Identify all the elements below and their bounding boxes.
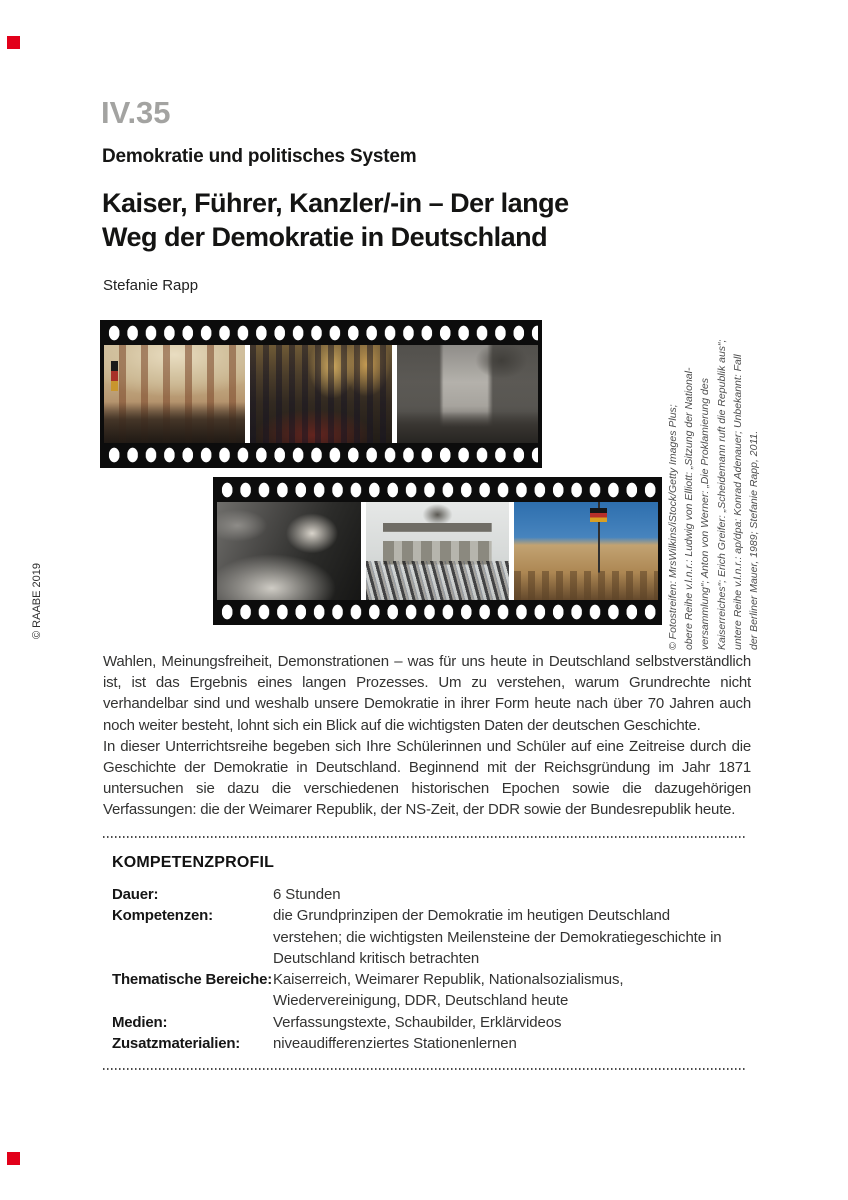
dotted-divider-bottom (103, 1068, 746, 1070)
series-code: IV.35 (101, 95, 171, 130)
photo-credits-line: Kaiserreiches“; Erich Greifer: „Scheidemann ruft die Republik aus“; (715, 339, 728, 650)
filmstrip-lower (213, 477, 662, 625)
copyright-vertical-label: © RAABE 2019 (31, 563, 43, 639)
photo-credits-vertical (665, 308, 762, 650)
red-corner-mark-top (7, 36, 20, 49)
photo-credits-line: obere Reihe v.l.n.r.: Ludwig von Elliott: „Sitzung der National- (683, 367, 696, 650)
author-name: Stefanie Rapp (103, 277, 199, 294)
profile-value-medien: Verfassungstexte, Schaubilder, Erklärvideos (273, 1013, 562, 1031)
filmstrip-sprocket-holes-bottom (217, 602, 658, 622)
photo-brandenburg-gate-wall-fall (366, 502, 510, 600)
profile-value-zusatzmaterialien: niveaudifferenziertes Stationenlernen (273, 1035, 517, 1053)
competence-profile-heading: KOMPETENZPROFIL (112, 854, 275, 871)
photo-credits-line: der Berliner Mauer, 1989; Stefanie Rapp, 2011. (748, 430, 761, 650)
intro-paragraph-1: Wahlen, Meinungsfreiheit, Demonstrationen – was für uns heute in Deutschland selbstverständlich ist, ist das Ergebnis eines langen Prozesses. Um zu verstehen, warum Grundrechte nicht verhandelbar sind und weshalb unsere Demokratie in ihrer Form heute nach über 70 Jahren auch noch weiter besteht, lohnt sich ein Blick auf die wichtigsten Daten der deutschen Geschichte. (103, 653, 751, 734)
intro-text (103, 651, 751, 821)
photo-frankfurt-national-assembly (104, 345, 245, 443)
photo-adenauer-signing (217, 502, 361, 600)
photo-credits-line: © Fotostreifen: MrsWilkins/iStock/Getty Images Plus; (667, 404, 679, 650)
red-corner-mark-bottom (7, 1152, 20, 1165)
photo-kaiser-proclamation (250, 345, 391, 443)
page-title (102, 186, 569, 254)
page-title-line2: Weg der Demokratie in Deutschland (102, 222, 548, 252)
category-heading: Demokratie und politisches System (102, 146, 417, 167)
filmstrip-sprocket-holes-top (217, 480, 658, 500)
photo-scheidemann-republic-proclamation (397, 345, 538, 443)
profile-label-dauer: Dauer: (112, 886, 159, 903)
filmstrip-sprocket-holes-bottom (104, 445, 538, 465)
dotted-divider-top (103, 836, 746, 838)
profile-value-thematische-bereiche: Kaiserreich, Weimarer Republik, Nationalsozialismus, Wiedervereinigung, DDR, Deutschland heute (273, 971, 624, 1010)
page-title-line1: Kaiser, Führer, Kanzler/-in – Der lange (102, 188, 569, 218)
competence-profile-table (112, 884, 725, 1054)
profile-label-thematische-bereiche: Thematische Bereiche: (112, 971, 273, 989)
photo-reichstag-building (514, 502, 658, 600)
profile-value-dauer: 6 Stunden (273, 886, 341, 903)
profile-label-medien: Medien: (112, 1013, 168, 1031)
filmstrip-upper-photos (104, 345, 538, 443)
profile-label-zusatzmaterialien: Zusatzmaterialien: (112, 1035, 241, 1053)
profile-value-kompetenzen: die Grundprinzipen der Demokratie im heutigen Deutschland verstehen; die wichtigsten Meilensteine der Demokratiegeschichte in Deutschland kritisch betrachten (273, 907, 722, 967)
profile-label-kompetenzen: Kompetenzen: (112, 907, 213, 925)
photo-credits-line: versammlung“; Anton von Werner: „Die Proklamierung des (699, 378, 712, 650)
filmstrip-upper (100, 320, 542, 468)
photo-credits-line: untere Reihe v.l.n.r.: ap/dpa: Konrad Adenauer; Unbekannt: Fall (731, 354, 744, 650)
filmstrip-sprocket-holes-top (104, 323, 538, 343)
intro-paragraph-2: In dieser Unterrichtsreihe begeben sich Ihre Schülerinnen und Schüler auf eine Zeitreise durch die Geschichte der Demokratie in Deutschland. Beginnend mit der Reichsgründung im Jahr 1871 untersuchen sie dazu die verschiedenen historischen Epochen sowie die dazugehörigen Verfassungen: die der Weimarer Republik, der NS-Zeit, der DDR sowie der Bundesrepublik heute. (103, 737, 751, 819)
filmstrip-lower-photos (217, 502, 658, 600)
